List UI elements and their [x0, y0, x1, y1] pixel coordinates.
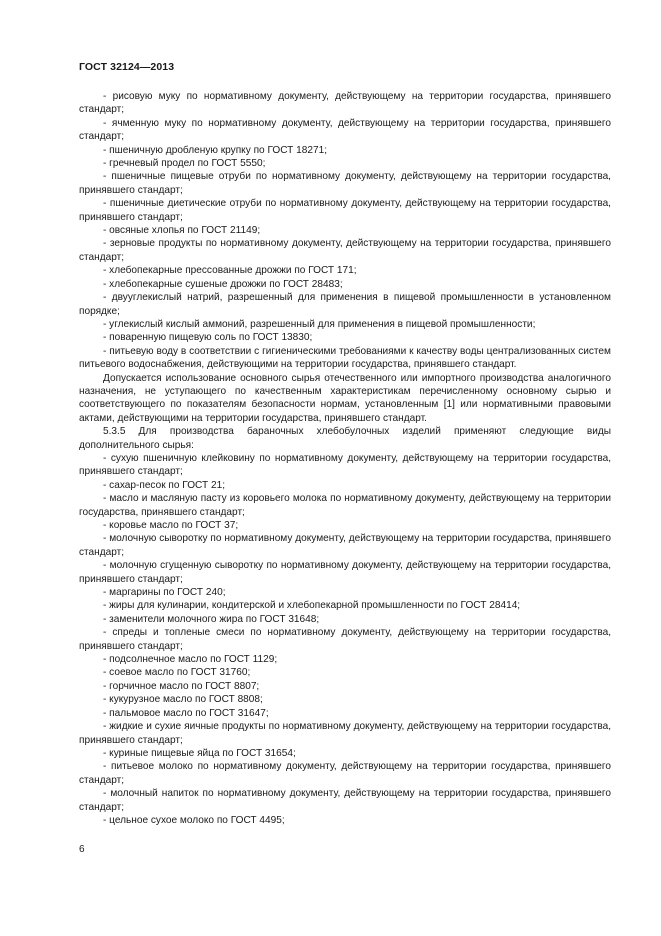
- paragraph: - пшеничные пищевые отруби по нормативному документу, действующему на территории государства, принявшего стандарт;: [79, 171, 611, 196]
- paragraph: - углекислый кислый аммоний, разрешенный для применения в пищевой промышленности;: [103, 318, 536, 330]
- document-header: ГОСТ 32124—2013: [79, 61, 175, 73]
- paragraph: - масло и масляную пасту из коровьего молока по нормативному документу, действующему на территории государства, принявшего стандарт;: [79, 493, 611, 518]
- paragraph: - питьевое молоко по нормативному документу, действующему на территории государства, принявшего стандарт;: [79, 761, 611, 786]
- paragraph: - сахар-песок по ГОСТ 21;: [103, 479, 226, 491]
- paragraph: - рисовую муку по нормативному документу, действующему на территории государства, принявшего стандарт;: [79, 91, 611, 116]
- paragraph: - гречневый продел по ГОСТ 5550;: [103, 158, 266, 170]
- paragraph: - кукурузное масло по ГОСТ 8808;: [103, 694, 263, 706]
- paragraph: - хлебопекарные сушеные дрожжи по ГОСТ 28483;: [103, 278, 343, 290]
- paragraph: - двууглекислый натрий, разрешенный для применения в пищевой промышленности в установленном порядке;: [79, 292, 611, 317]
- paragraph: Допускается использование основного сырья отечественного или импортного производства аналогичного назначения, не уступающего по качественным характеристикам перечисленному основному сырью и соответствующего по показателям безопасности нормам, установленным [1] или нормативными правовыми актами, действующими на территории государства, принявшего стандарт.: [79, 372, 611, 424]
- paragraph: - пальмовое масло по ГОСТ 31647;: [103, 707, 269, 719]
- paragraph: - молочную сыворотку по нормативному документу, действующему на территории государства, принявшего стандарт;: [79, 533, 611, 558]
- document-body: [79, 90, 611, 827]
- paragraph: - заменители молочного жира по ГОСТ 31648;: [103, 613, 320, 625]
- paragraph: - жидкие и сухие яичные продукты по нормативному документу, действующему на территории государства, принявшего стандарт;: [79, 721, 611, 746]
- paragraph: - маргарины по ГОСТ 240;: [103, 587, 226, 599]
- paragraph: - молочный напиток по нормативному документу, действующему на территории государства, принявшего стандарт;: [79, 788, 611, 813]
- page-number: 6: [79, 844, 85, 855]
- paragraph: - поваренную пищевую соль по ГОСТ 13830;: [103, 332, 313, 344]
- paragraph: - горчичное масло по ГОСТ 8807;: [103, 680, 260, 692]
- paragraph: - ячменную муку по нормативному документу, действующему на территории государства, принявшего стандарт;: [79, 117, 611, 143]
- paragraph: - хлебопекарные прессованные дрожжи по ГОСТ 171;: [103, 265, 357, 277]
- paragraph: - коровье масло по ГОСТ 37;: [103, 520, 239, 531]
- paragraph: - спреды и топленые смеси по нормативному документу, действующему на территории государства, принявшего стандарт;: [79, 627, 611, 652]
- paragraph: - питьевую воду в соответствии с гигиеническими требованиями к качеству воды централизованных систем питьевого водоснабжения, действующими на территории государства, принявшего стандарт.: [79, 345, 611, 371]
- paragraph: - зерновые продукты по нормативному документу, действующему на территории государства, принявшего стандарт;: [79, 238, 611, 263]
- paragraph: - пшеничную дробленую крупку по ГОСТ 18271;: [103, 144, 327, 156]
- paragraph: - подсолнечное масло по ГОСТ 1129;: [103, 654, 278, 666]
- paragraph: 5.3.5 Для производства бараночных хлебобулочных изделий применяют следующие виды дополнительного сырья:: [79, 426, 611, 451]
- paragraph: - жиры для кулинарии, кондитерской и хлебопекарной промышленности по ГОСТ 28414;: [103, 600, 521, 612]
- paragraph: - молочную сгущенную сыворотку по нормативному документу, действующему на территории государства, принявшего стандарт;: [79, 560, 611, 585]
- paragraph: - куриные пищевые яйца по ГОСТ 31654;: [103, 747, 296, 759]
- paragraph: - сухую пшеничную клейковину по нормативному документу, действующему на территории государства, принявшего стандарт;: [79, 452, 611, 478]
- paragraph: - цельное сухое молоко по ГОСТ 4495;: [103, 814, 285, 826]
- paragraph: - пшеничные диетические отруби по нормативному документу, действующему на территории государства, принявшего стандарт;: [79, 198, 611, 223]
- paragraph: - соевое масло по ГОСТ 31760;: [103, 667, 251, 679]
- paragraph: - овсяные хлопья по ГОСТ 21149;: [103, 225, 261, 237]
